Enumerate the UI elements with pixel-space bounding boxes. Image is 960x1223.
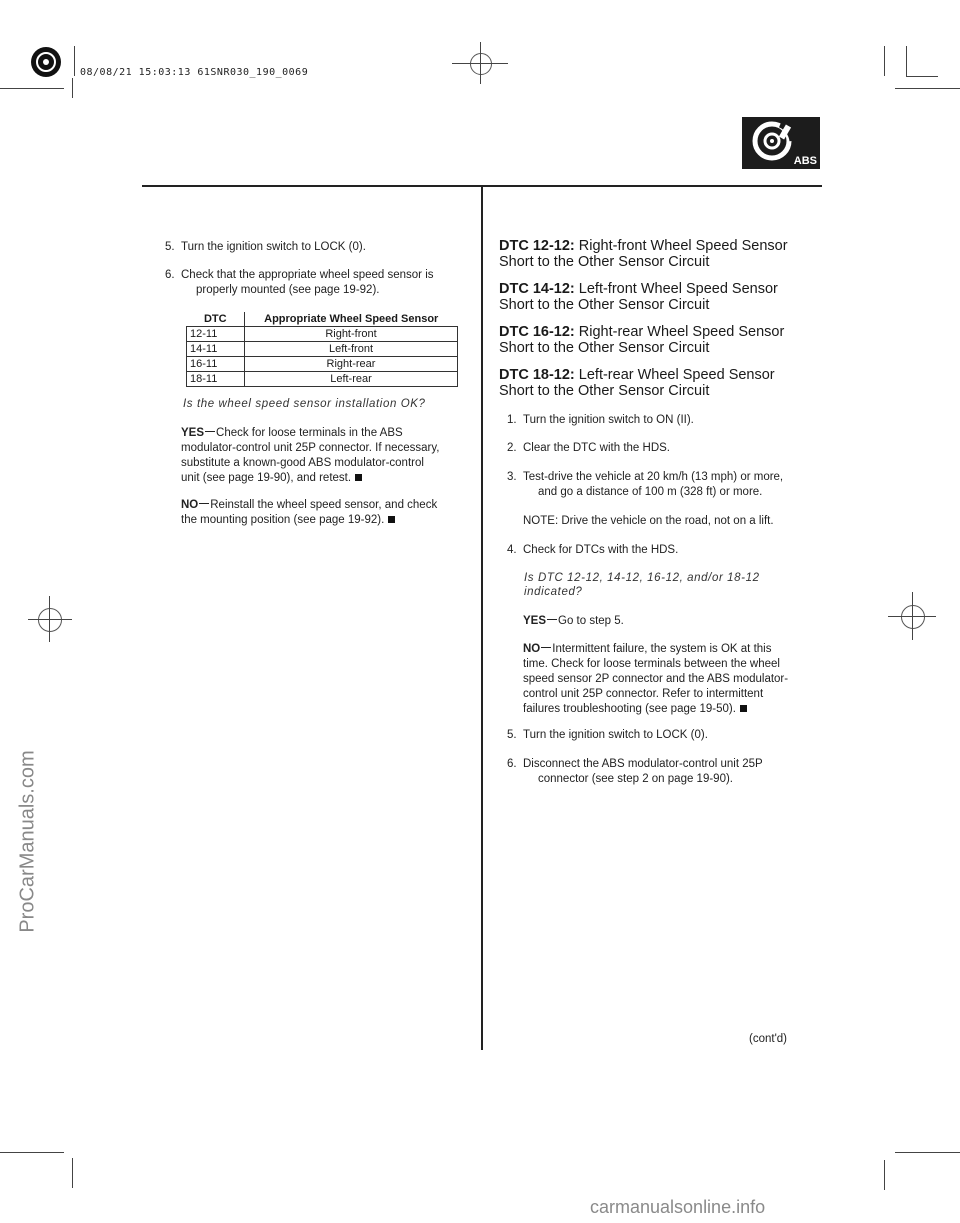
no-branch — [181, 498, 471, 528]
no-label: NO — [181, 499, 199, 511]
no-text: Intermittent failure, the system is OK at this — [552, 643, 772, 655]
step-number: 6. — [507, 758, 517, 770]
dtc-title: Short to the Other Sensor Circuit — [499, 383, 710, 399]
footer-watermark: carmanualsonline.info — [590, 1197, 766, 1217]
column-divider — [481, 186, 483, 1050]
step-text: Check that the appropriate wheel speed sensor is — [181, 269, 434, 281]
dtc-heading — [499, 324, 819, 356]
step-text: Disconnect the ABS modulator-control unit 25P — [523, 758, 763, 770]
abs-logo-label: ABS — [793, 155, 817, 167]
step-text: Clear the DTC with the HDS. — [523, 442, 670, 454]
decision-question: Is the wheel speed sensor installation OK? — [183, 398, 426, 410]
dtc-code: DTC 18-12: — [499, 367, 575, 383]
table-cell-sensor: Left-front — [245, 342, 458, 357]
registration-mark — [901, 605, 925, 629]
no-text: Reinstall the wheel speed sensor, and check — [210, 499, 438, 511]
side-watermark — [8, 500, 38, 1200]
end-mark-icon — [388, 516, 395, 523]
no-branch — [523, 642, 818, 717]
dtc-title: Right-front Wheel Speed Sensor — [578, 238, 788, 254]
no-text: speed sensor 2P connector and the ABS modulator- — [523, 673, 789, 685]
dtc-code: DTC 16-12: — [499, 324, 575, 340]
yes-label: YES — [181, 427, 205, 439]
dash — [547, 619, 557, 621]
dtc-title: Left-rear Wheel Speed Sensor — [578, 367, 775, 383]
dtc-code: DTC 14-12: — [499, 281, 575, 297]
dtc-title: Short to the Other Sensor Circuit — [499, 340, 710, 356]
yes-label: YES — [523, 615, 547, 627]
step-text: Turn the ignition switch to LOCK (0). — [181, 241, 366, 253]
continued-label: (cont'd) — [749, 1033, 787, 1045]
dtc-heading — [499, 367, 819, 399]
step-text: Turn the ignition switch to ON (II). — [523, 414, 694, 426]
step-number: 4. — [507, 544, 517, 556]
step-text: Check for DTCs with the HDS. — [523, 544, 679, 556]
no-text: time. Check for loose terminals between the wheel — [523, 658, 780, 670]
note-text: NOTE: Drive the vehicle on the road, not on a lift. — [523, 515, 774, 527]
step-text: connector (see step 2 on page 19-90). — [538, 773, 733, 785]
dtc-heading — [499, 281, 819, 313]
table-cell-sensor: Left-rear — [245, 372, 458, 387]
table-header-row — [187, 312, 458, 327]
yes-branch — [181, 426, 471, 486]
dash — [199, 503, 209, 505]
table-row — [187, 342, 458, 357]
yes-text: substitute a known-good ABS modulator-control — [181, 457, 424, 469]
end-mark-icon — [740, 705, 747, 712]
step-number: 3. — [507, 471, 517, 483]
dtc-title: Short to the Other Sensor Circuit — [499, 297, 710, 313]
table-cell-dtc: 18-11 — [187, 372, 245, 387]
decision-question: indicated? — [524, 586, 583, 598]
step-text: Turn the ignition switch to LOCK (0). — [523, 729, 708, 741]
step-number: 1. — [507, 414, 517, 426]
yes-text: modulator-control unit 25P connector. If necessary, — [181, 442, 440, 454]
table-cell-dtc: 12-11 — [187, 327, 245, 342]
registration-target-icon — [26, 42, 66, 82]
dtc-code: DTC 12-12: — [499, 238, 575, 254]
dtc-title: Short to the Other Sensor Circuit — [499, 254, 710, 270]
step-number: 2. — [507, 442, 517, 454]
decision-question: Is DTC 12-12, 14-12, 16-12, and/or 18-12 — [524, 572, 760, 584]
registration-mark — [470, 53, 492, 75]
table-row — [187, 357, 458, 372]
table-row — [187, 372, 458, 387]
table-cell-dtc: 14-11 — [187, 342, 245, 357]
registration-mark — [38, 608, 62, 632]
table-row — [187, 327, 458, 342]
end-mark-icon — [355, 474, 362, 481]
yes-branch — [523, 614, 813, 629]
table-cell-dtc: 16-11 — [187, 357, 245, 372]
step-text: properly mounted (see page 19-92). — [196, 284, 380, 296]
table-cell-sensor: Right-rear — [245, 357, 458, 372]
table-cell-sensor: Right-front — [245, 327, 458, 342]
no-text: failures troubleshooting (see page 19-50). — [523, 703, 736, 715]
step-number: 5. — [165, 241, 175, 253]
table-header-dtc: DTC — [187, 312, 245, 327]
dtc-heading — [499, 238, 819, 270]
dash — [541, 647, 551, 649]
yes-text: Go to step 5. — [558, 615, 624, 627]
no-text: control unit 25P connector. Refer to intermittent — [523, 688, 764, 700]
abs-section-logo — [742, 117, 820, 169]
yes-text: unit (see page 19-90), and retest. — [181, 472, 352, 484]
dtc-title: Left-front Wheel Speed Sensor — [578, 281, 778, 297]
dtc-title: Right-rear Wheel Speed Sensor — [578, 324, 785, 340]
print-stamp: 08/08/21 15:03:13 61SNR030_190_0069 — [80, 67, 309, 78]
step-text: Test-drive the vehicle at 20 km/h (13 mph) or more, — [523, 471, 784, 483]
no-label: NO — [523, 643, 541, 655]
step-number: 5. — [507, 729, 517, 741]
step-number: 6. — [165, 269, 175, 281]
no-text: the mounting position (see page 19-92). — [181, 514, 385, 526]
yes-text: Check for loose terminals in the ABS — [216, 427, 403, 439]
wheel-sensor-table — [186, 312, 458, 387]
step-text: and go a distance of 100 m (328 ft) or more. — [538, 486, 763, 498]
table-header-sensor: Appropriate Wheel Speed Sensor — [245, 312, 458, 327]
side-watermark-text: ProCarManuals.com — [16, 750, 39, 933]
dash — [205, 431, 215, 433]
